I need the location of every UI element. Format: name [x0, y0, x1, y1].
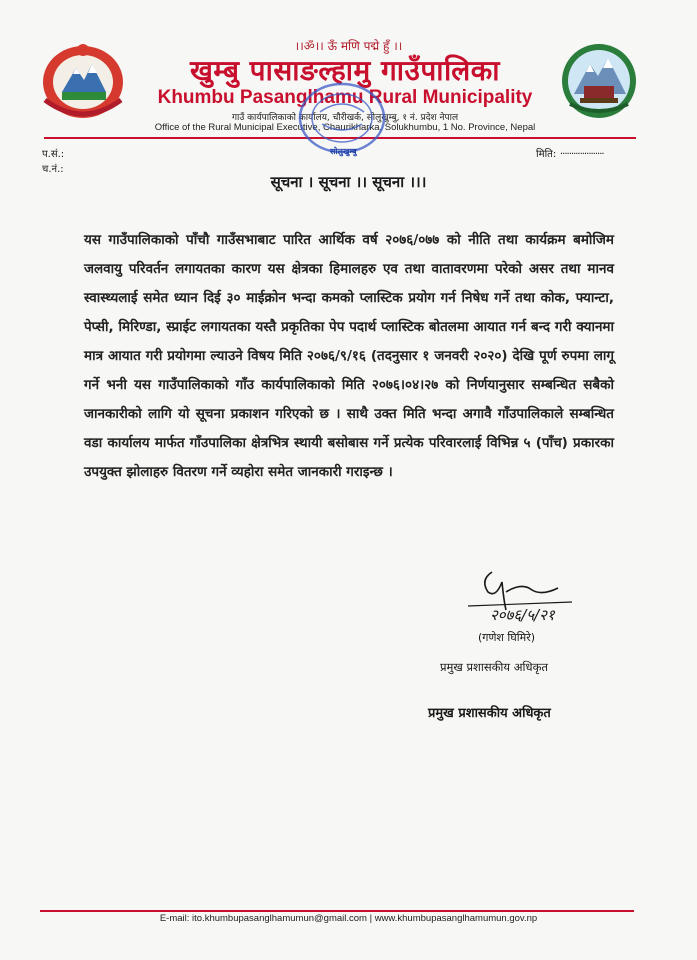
handwritten-signature-icon: [462, 562, 592, 632]
signatory-name: (गणेश घिमिरे): [478, 631, 535, 644]
footer-contact: E-mail: ito.khumbupasanglhamumun@gmail.com | www.khumbupasanglhamumun.gov.np: [159, 913, 538, 924]
signatory-title: प्रमुख प्रशासकीय अधिकृत: [440, 660, 548, 674]
signatory-title-stamp: प्रमुख प्रशासकीय अधिकृत: [428, 706, 551, 721]
office-address-english: Office of the Rural Municipal Executive, Chaurikharka, Solukhumbu, 1 No. Province, Nepal: [154, 122, 536, 133]
svg-text:२०७६/५/२१: २०७६/५/२१: [490, 606, 555, 624]
footer-divider: [40, 910, 634, 912]
date-label: मिति:: [536, 149, 557, 160]
stamp-label: सोलुखुम्बु: [330, 147, 357, 156]
notice-heading: सूचना । सूचना ।। सूचना ।।।: [270, 173, 427, 191]
notice-body: यस गाउँपालिकाको पाँचौ गाउँसभाबाट पारित आर्थिक वर्ष २०७६/०७७ को नीति तथा कार्यक्रम बमोजिम जलवायु परिवर्तन लगायतका कारण यस क्षेत्रका हिमालहरु एव तथा वातावरणमा परेको असर तथा मानव स्वास्थ्यलाई समेत ध्यान दिई ३० माईक्रोन भन्दा कमको प्लास्टिक प्रयोग गर्न निषेध गर्ने तथा कोक, फ्यान्टा, पेप्सी, मिरिण्डा, स्प्राईट लगायतका यस्तै प्रकृतिका पेप पदार्थ प्लास्टिक बोतलमा आयात गर्न बन्द गरी क्यानमा मात्र आयात गरी प्रयोगमा ल्याउने विषय मिति २०७६/९/१६ (तदनुसार १ जनवरी २०२०) देखि पूर्ण रुपमा लागू गर्ने भनी यस गाउँपालिकाको गाँउ कार्यपालिकाको मिति २०७६।०४।२७ को निर्णयानुसार सम्बन्धित सबैको जानकारीको लागि यो सूचना प्रकाशन गरिएको छ । साथै उक्त मिति भन्दा अगावै गाँउपालिकाले सम्बन्धित वडा कार्यालय मार्फत गाँउपालिका क्षेत्रभित्र स्थायी बसोबास गर्ने प्रत्येक परिवारलाई विभिन्न ५ (पाँच) प्रकारका उपयुक्त झोलाहरु वितरण गर्ने व्यहोरा समेत जानकारी गराइन्छ ।: [84, 232, 614, 480]
header-motto: ।।ॐ।। ऊँ मणि पद्मे हुँ ।।: [294, 39, 403, 53]
official-stamp-icon: [292, 78, 392, 156]
reference-number-label: प.सं.:: [42, 149, 65, 160]
date-value: ....................: [560, 146, 604, 157]
page-title-nepali: खुम्बु पासाङल्हामु गाउँपालिका: [189, 54, 501, 87]
dispatch-number-label: च.नं.:: [42, 164, 64, 175]
office-address-nepali: गाउँ कार्यपालिकाको कार्यालय, चौरीखर्क, सोलुखुम्बु, १ नं. प्रदेश नेपाल: [231, 113, 459, 123]
page-title-english: Khumbu Pasanglhamu Rural Municipality: [157, 87, 533, 108]
